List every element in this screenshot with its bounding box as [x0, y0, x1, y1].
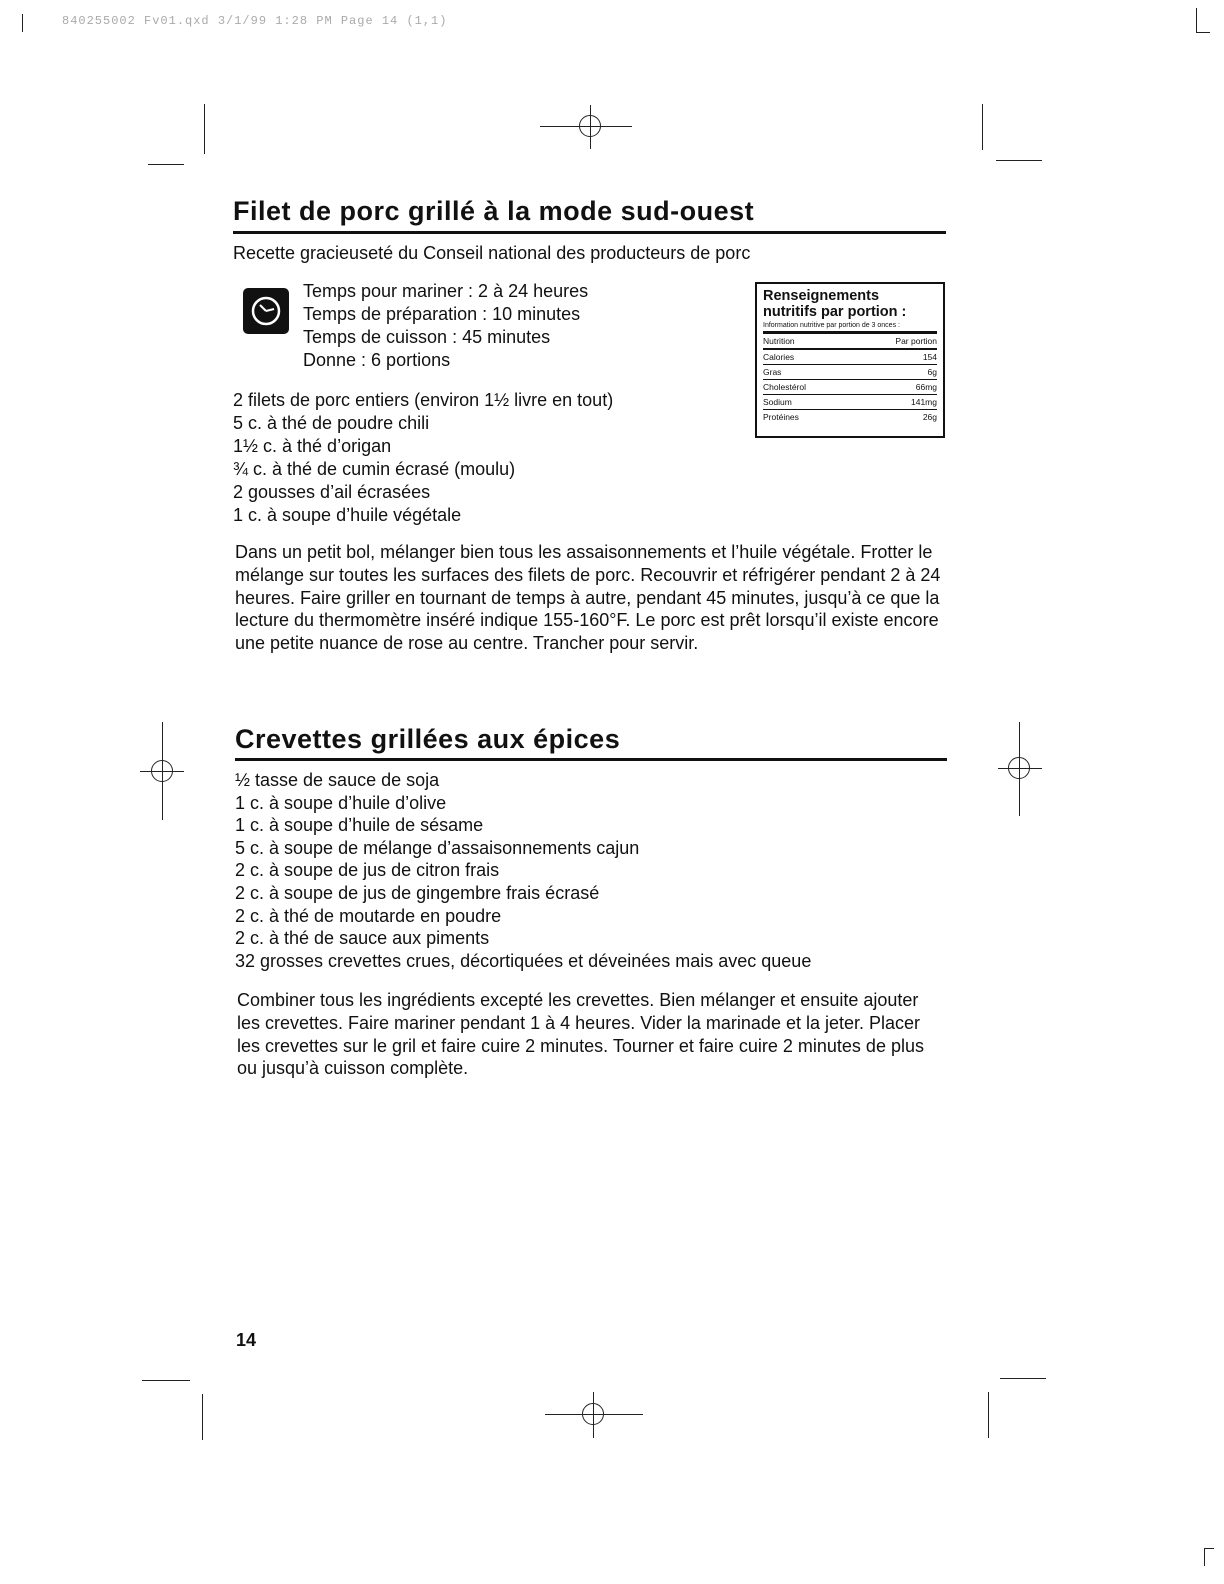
- page-number: 14: [236, 1330, 257, 1350]
- ingredient: 2 c. à thé de sauce aux piments: [235, 928, 490, 949]
- ingredient: 5 c. à soupe de mélange d’assaisonnements cajun: [235, 837, 640, 858]
- nutrient-value: 26g: [922, 412, 937, 422]
- marinate-time: Temps pour mariner : 2 à 24 heures: [303, 281, 589, 301]
- nutrient-name: Protéines: [763, 412, 799, 422]
- ingredient: 2 c. à thé de moutarde en poudre: [235, 905, 502, 926]
- recipe-title: Filet de porc grillé à la mode sud-ouest: [233, 196, 755, 226]
- ingredient: ¾ c. à thé de cumin écrasé (moulu): [233, 459, 516, 479]
- ingredient: 1 c. à soupe d’huile d’olive: [235, 792, 447, 813]
- ingredient: 1½ c. à thé d’origan: [233, 436, 392, 456]
- ingredient: 5 c. à thé de poudre chili: [233, 413, 430, 433]
- nutrition-row: [763, 350, 937, 365]
- recipe-title: Crevettes grillées aux épices: [235, 724, 621, 754]
- recipe-instructions: Dans un petit bol, mélanger bien tous les assaisonnements et l’huile végétale. Frotter le mélange sur toutes les surfaces des filets de porc. Recouvrir et réfrigérer pendant 2 à 24 heures. Faire griller en tournant de temps à autre, pendant 45 minutes, jusqu’à ce que la lecture du thermomètre inséré indique 155-160°F. Le porc est prêt lorsqu’il existe encore une petite nuance de rose au centre. Trancher pour servir.: [235, 542, 941, 654]
- cook-time: Temps de cuisson : 45 minutes: [303, 327, 551, 347]
- nutrition-row: [763, 395, 937, 410]
- clock-icon: [243, 288, 289, 334]
- nutrient-name: Sodium: [763, 397, 792, 407]
- nutrient-value: 154: [922, 352, 937, 362]
- nutrition-heading: Renseignements nutritifs par portion :: [763, 288, 907, 320]
- nutrient-name: Gras: [763, 367, 782, 377]
- title-rule: [233, 231, 946, 234]
- servings: Donne : 6 portions: [303, 350, 451, 370]
- ingredient: 2 c. à soupe de jus de gingembre frais écrasé: [235, 882, 600, 903]
- ingredient: 1 c. à soupe d’huile végétale: [233, 505, 462, 525]
- nutrient-value: 66mg: [915, 382, 937, 392]
- ingredient: ½ tasse de sauce de soja: [235, 770, 440, 790]
- nutrition-row: [763, 410, 937, 424]
- nutrient-name: Cholestérol: [763, 382, 806, 392]
- nutrient-name: Calories: [763, 352, 795, 362]
- col-nutrition: Nutrition: [763, 336, 795, 346]
- nutrition-header-row: [763, 334, 937, 350]
- ingredient: 2 filets de porc entiers (environ 1½ livre en tout): [233, 390, 614, 410]
- nutrient-value: 6g: [927, 367, 937, 377]
- prep-time: Temps de préparation : 10 minutes: [303, 304, 581, 324]
- ingredient: 1 c. à soupe d’huile de sésame: [235, 815, 484, 836]
- nutrition-row: [763, 380, 937, 395]
- recipe-times: [303, 280, 588, 372]
- ingredient: 2 c. à soupe de jus de citron frais: [235, 860, 500, 881]
- col-per-portion: Par portion: [895, 336, 937, 346]
- recipe-credit: Recette gracieuseté du Conseil national des producteurs de porc: [233, 243, 751, 263]
- recipe-instructions: Combiner tous les ingrédients excepté les crevettes. Bien mélanger et ensuite ajouter les crevettes. Faire mariner pendant 1 à 4 heures. Vider la marinade et la jeter. Placer les crevettes sur le gril et faire cuire 2 minutes. Tourner et faire cuire 2 minutes de plus ou jusqu’à cuisson complète.: [237, 990, 924, 1079]
- print-slug: 840255002 Fv01.qxd 3/1/99 1:28 PM Page 14 (1,1): [62, 14, 448, 28]
- ingredient-list: [235, 769, 811, 972]
- nutrition-subheading: Information nutritive par portion de 3 onces :: [763, 322, 937, 334]
- nutrient-value: 141mg: [911, 397, 937, 407]
- nutrition-row: [763, 365, 937, 380]
- ingredient-list: [233, 389, 613, 527]
- nutrition-box: [755, 282, 945, 438]
- ingredient: 32 grosses crevettes crues, décortiquées et déveinées mais avec queue: [235, 950, 812, 971]
- ingredient: 2 gousses d’ail écrasées: [233, 482, 431, 502]
- title-rule: [235, 758, 947, 761]
